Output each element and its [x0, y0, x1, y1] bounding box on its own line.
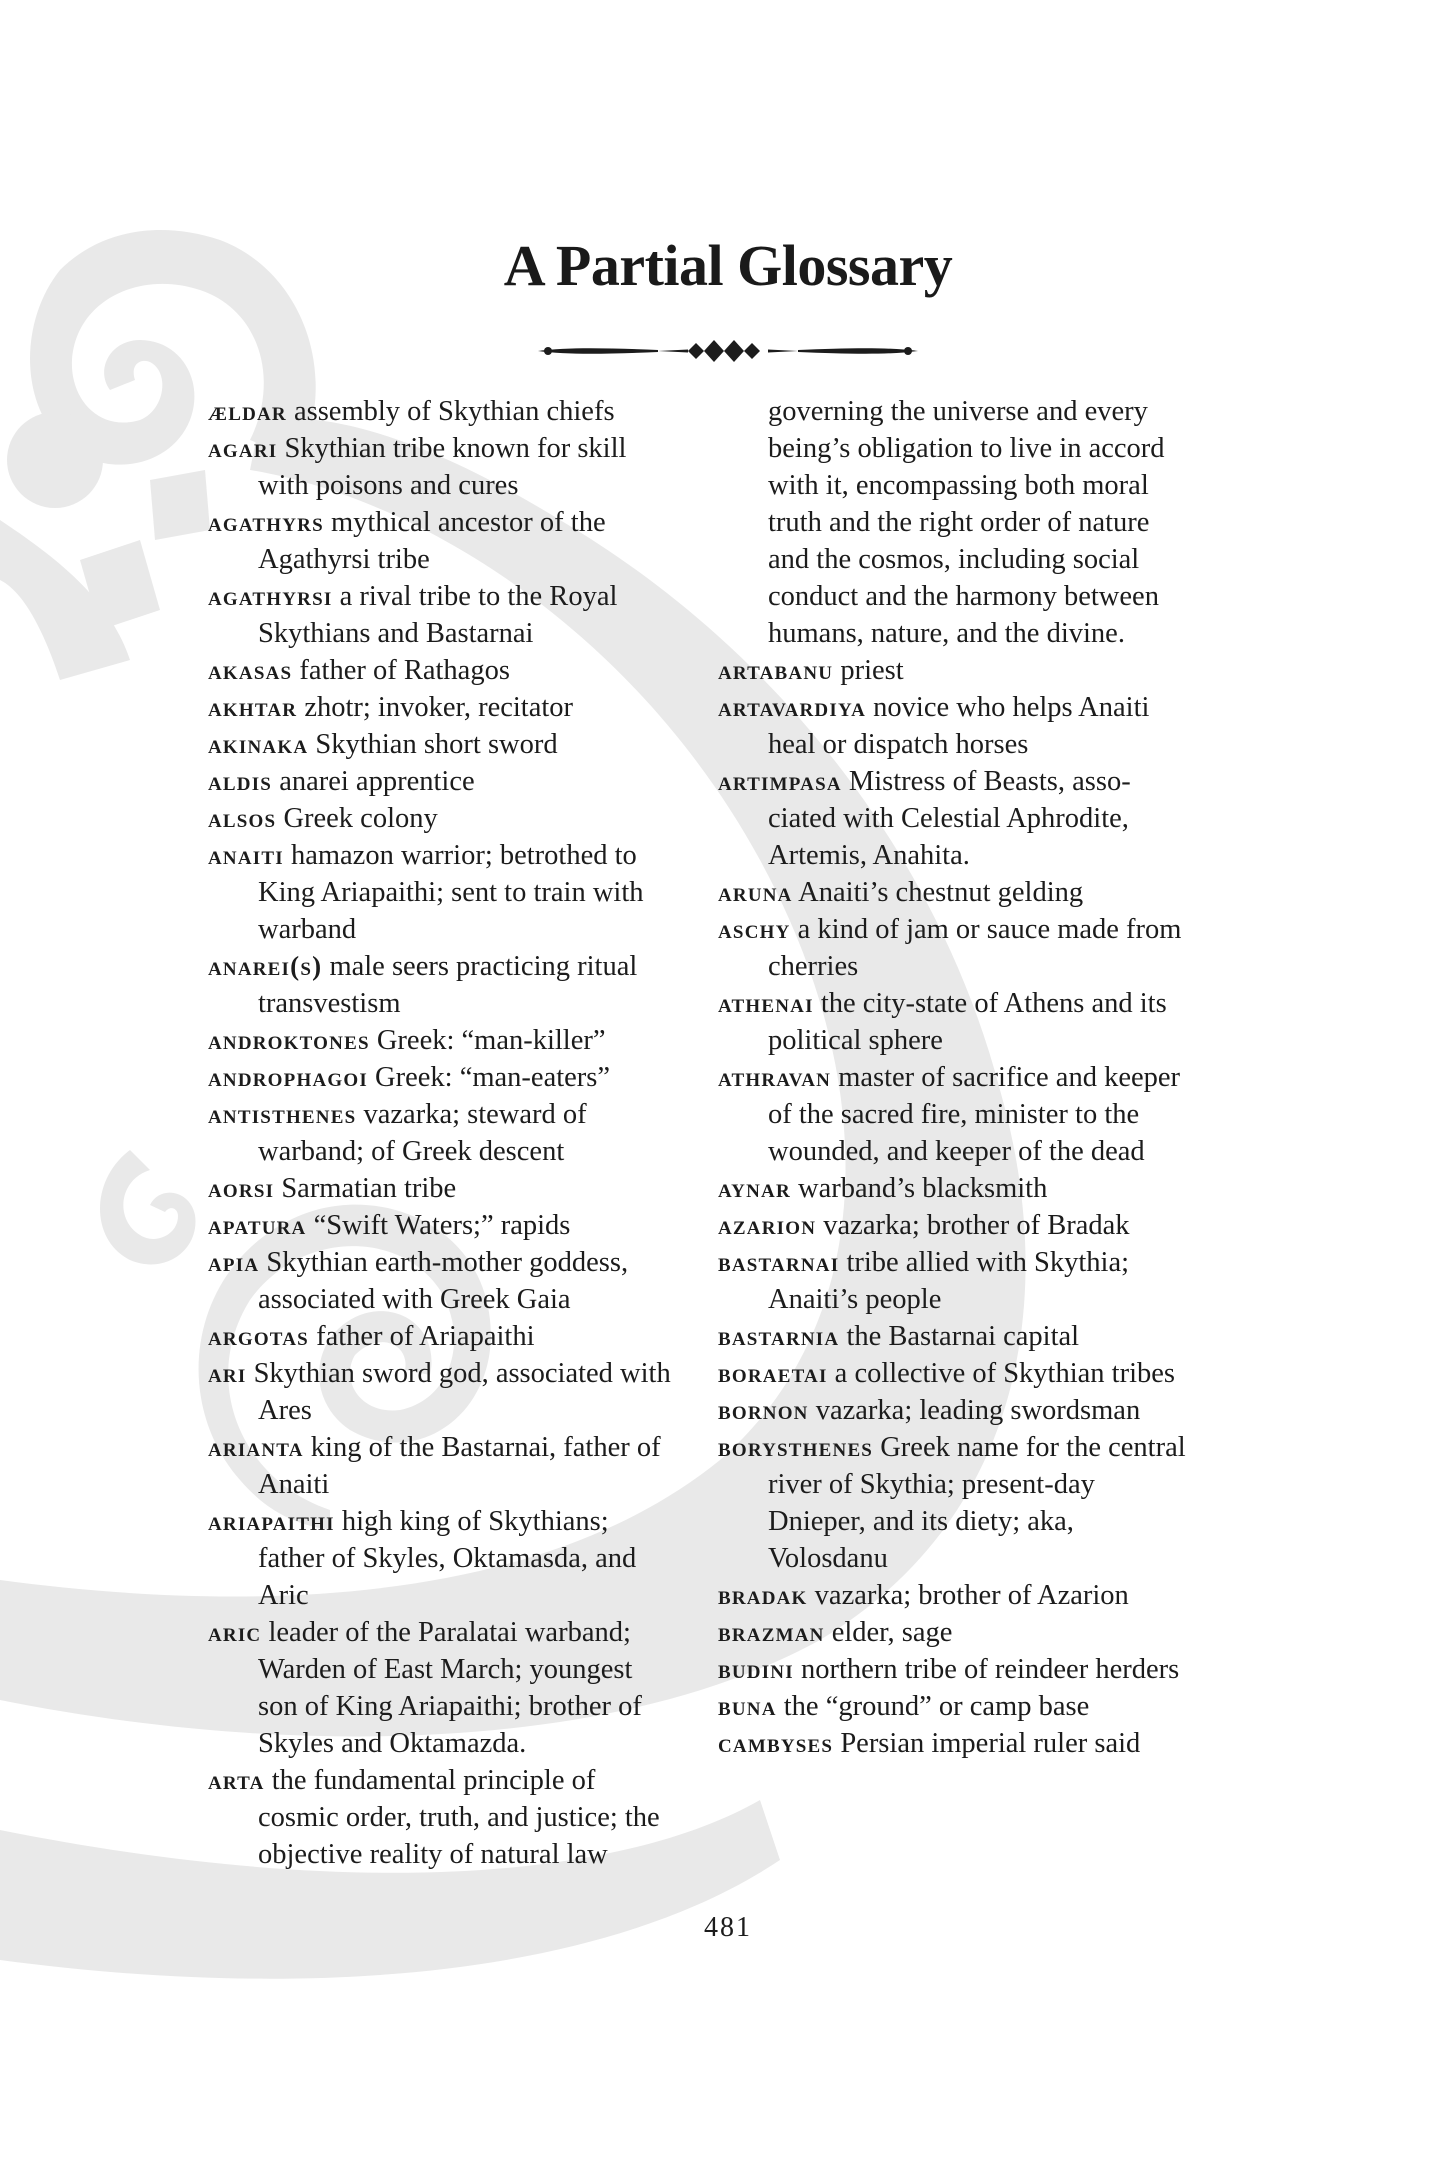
entry-term: argotas [208, 1321, 309, 1351]
page-title: A Partial Glossary [503, 233, 953, 298]
entry-term: ariapaithi [208, 1506, 335, 1536]
entry-definition: male seers practicing ritual transvestism [258, 951, 638, 1019]
entry-definition: warband’s blacksmith [798, 1173, 1048, 1204]
glossary-entry [208, 1614, 678, 1762]
entry-definition: vazarka; leading swordsman [815, 1395, 1141, 1426]
entry-definition: anarei apprentice [279, 766, 475, 797]
entry-definition: Skythian sword god, associated with Ares [253, 1358, 671, 1426]
entry-definition: king of the Bastarnai, father of Anaiti [258, 1432, 661, 1500]
glossary-entry [208, 1429, 678, 1503]
glossary-entry [718, 1170, 1188, 1207]
entry-term: buna [718, 1691, 777, 1721]
entry-term: agari [208, 433, 278, 463]
entry-term: aschy [718, 914, 791, 944]
glossary-entry [208, 800, 678, 837]
glossary-entry [208, 763, 678, 800]
glossary-entry [208, 1244, 678, 1318]
entry-term: aruna [718, 877, 793, 907]
title-divider-ornament [538, 334, 918, 368]
entry-definition: master of sacrifice and keeper of the sacred fire, minister to the wounded, and keeper of the dead [768, 1062, 1181, 1167]
glossary-entry [718, 1244, 1188, 1318]
glossary-entry [718, 911, 1188, 985]
entry-term: athenai [718, 988, 814, 1018]
entry-definition: Skythian tribe known for skill with poisons and cures [258, 433, 627, 501]
entry-term: budini [718, 1654, 794, 1684]
entry-definition: father of Rathagos [299, 655, 510, 686]
entry-term: anarei(s) [208, 951, 323, 981]
entry-term: cambyses [718, 1728, 834, 1758]
glossary-entry [208, 1059, 678, 1096]
entry-definition: Skythian short sword [315, 729, 558, 760]
entry-definition: the city-state of Athens and its political sphere [768, 988, 1167, 1056]
entry-term: akinaka [208, 729, 309, 759]
entry-definition: Greek colony [283, 803, 438, 834]
glossary-entry [208, 1503, 678, 1614]
entry-definition: tribe allied with Skythia; Anaiti’s people [768, 1247, 1130, 1315]
entry-definition: Greek: “man-killer” [376, 1025, 606, 1056]
glossary-entry [718, 1207, 1188, 1244]
entry-term: aric [208, 1617, 262, 1647]
glossary-entry [208, 1096, 678, 1170]
entry-definition: Persian imperial ruler said [840, 1728, 1141, 1759]
glossary-entry [208, 1762, 678, 1873]
entry-definition: the Bastarnai capital [846, 1321, 1080, 1352]
glossary-entry [718, 1614, 1188, 1651]
entry-term: anaiti [208, 840, 284, 870]
entry-term: aldis [208, 766, 273, 796]
glossary-entry [208, 837, 678, 948]
entry-definition: novice who helps Anaiti heal or dispatch horses [768, 692, 1150, 760]
glossary-entry [718, 874, 1188, 911]
glossary-entry [718, 763, 1188, 874]
entry-definition: Anaiti’s chestnut gelding [798, 877, 1084, 908]
entry-definition: a kind of jam or sauce made from cherries [768, 914, 1182, 982]
glossary-entry [718, 1429, 1188, 1577]
glossary-entry [718, 1318, 1188, 1355]
glossary-entry [718, 1355, 1188, 1392]
entry-definition: priest [840, 655, 904, 686]
glossary-entry [208, 1170, 678, 1207]
entry-definition: a rival tribe to the Royal Skythians and Bastarnai [258, 581, 618, 649]
entry-term: agathyrs [208, 507, 324, 537]
entry-term: athravan [718, 1062, 832, 1092]
entry-term: ari [208, 1358, 247, 1388]
glossary-entry [208, 689, 678, 726]
entry-definition: vazarka; brother of Bradak [823, 1210, 1130, 1241]
entry-definition: vazarka; brother of Azarion [814, 1580, 1129, 1611]
glossary-entry [718, 689, 1188, 763]
entry-term: bradak [718, 1580, 808, 1610]
entry-term: arta [208, 1765, 265, 1795]
entry-term: bastarnai [718, 1247, 840, 1277]
entry-definition: “Swift Waters;” rapids [313, 1210, 571, 1241]
glossary-entry [718, 1688, 1188, 1725]
entry-definition: northern tribe of reindeer herders [800, 1654, 1180, 1685]
entry-term: arianta [208, 1432, 304, 1462]
entry-term: azarion [718, 1210, 817, 1240]
glossary-entry [718, 985, 1188, 1059]
glossary-entry [718, 1059, 1188, 1170]
glossary-entry [208, 393, 678, 430]
entry-definition: father of Ariapaithi [316, 1321, 535, 1352]
entry-term: akhtar [208, 692, 298, 722]
entry-definition: Greek: “man-eaters” [375, 1062, 611, 1093]
entry-definition: assembly of Skythian chiefs [293, 396, 615, 427]
entry-term: bornon [718, 1395, 809, 1425]
entry-definition: leader of the Paralatai warband; Warden of East March; youngest son of King Ariapaithi; brother of Skyles and Oktamazda. [258, 1617, 642, 1759]
glossary-entry [718, 1392, 1188, 1429]
glossary-entry [718, 1577, 1188, 1614]
glossary-right-column [718, 393, 1188, 1762]
entry-definition: zhotr; invoker, recitator [304, 692, 574, 723]
entry-term: antisthenes [208, 1099, 357, 1129]
glossary-entry [208, 948, 678, 1022]
glossary-entry [718, 652, 1188, 689]
glossary-entry [208, 504, 678, 578]
glossary-entry [208, 578, 678, 652]
entry-term: agathyrsi [208, 581, 333, 611]
entry-term: brazman [718, 1617, 825, 1647]
entry-term: aynar [718, 1173, 791, 1203]
entry-term: boraetai [718, 1358, 828, 1388]
entry-term: artavardiya [718, 692, 867, 722]
entry-term: androktones [208, 1025, 370, 1055]
glossary-entry [208, 652, 678, 689]
glossary-entry [208, 1355, 678, 1429]
glossary-left-column [208, 393, 678, 1873]
glossary-entry [208, 1022, 678, 1059]
entry-term: akasas [208, 655, 293, 685]
entry-definition: mythical ancestor of the Agathyrsi tribe [258, 507, 606, 575]
entry-definition: the fundamental principle of cosmic order, truth, and justice; the objective reality of natural law [258, 1765, 660, 1870]
entry-definition: hamazon warrior; betrothed to King Ariapaithi; sent to train with warband [258, 840, 644, 945]
glossary-entry [718, 1725, 1188, 1762]
entry-term: artabanu [718, 655, 834, 685]
entry-definition: a collective of Skythian tribes [834, 1358, 1175, 1389]
glossary-entry [208, 1318, 678, 1355]
glossary-entry [208, 1207, 678, 1244]
entry-definition: Skythian earth-mother goddess, associated with Greek Gaia [258, 1247, 629, 1315]
entry-definition: Mistress of Beasts, associated with Celestial Aphrodite, Artemis, Anahita. [768, 766, 1131, 871]
entry-term: bastarnia [718, 1321, 840, 1351]
entry-definition: high king of Skythians; father of Skyles, Oktamasda, and Aric [258, 1506, 637, 1611]
entry-term: aorsi [208, 1173, 275, 1203]
entry-term: ældar [208, 396, 287, 426]
glossary-entry [208, 430, 678, 504]
entry-definition: Sarmatian tribe [281, 1173, 457, 1204]
entry-definition: vazarka; steward of warband; of Greek descent [258, 1099, 587, 1167]
glossary-entry [208, 726, 678, 763]
glossary-entry [718, 1651, 1188, 1688]
entry-definition: elder, sage [831, 1617, 953, 1648]
entry-term: borysthenes [718, 1432, 874, 1462]
entry-term: alsos [208, 803, 277, 833]
entry-definition: Greek name for the central river of Skythia; present-day Dnieper, and its diety; aka, Volosdanu [768, 1432, 1186, 1574]
entry-term: apatura [208, 1210, 307, 1240]
entry-term: apia [208, 1247, 260, 1277]
entry-definition: the “ground” or camp base [783, 1691, 1090, 1722]
entry-continuation: governing the universe and every being’s obligation to live in accord with it, encompassing both moral truth and the right order of nature and the cosmos, including social conduct and the harmony between humans, nature, and the divine. [768, 396, 1165, 649]
page-number: 481 [704, 1912, 752, 1943]
entry-term: artimpasa [718, 766, 842, 796]
entry-term: androphagoi [208, 1062, 368, 1092]
